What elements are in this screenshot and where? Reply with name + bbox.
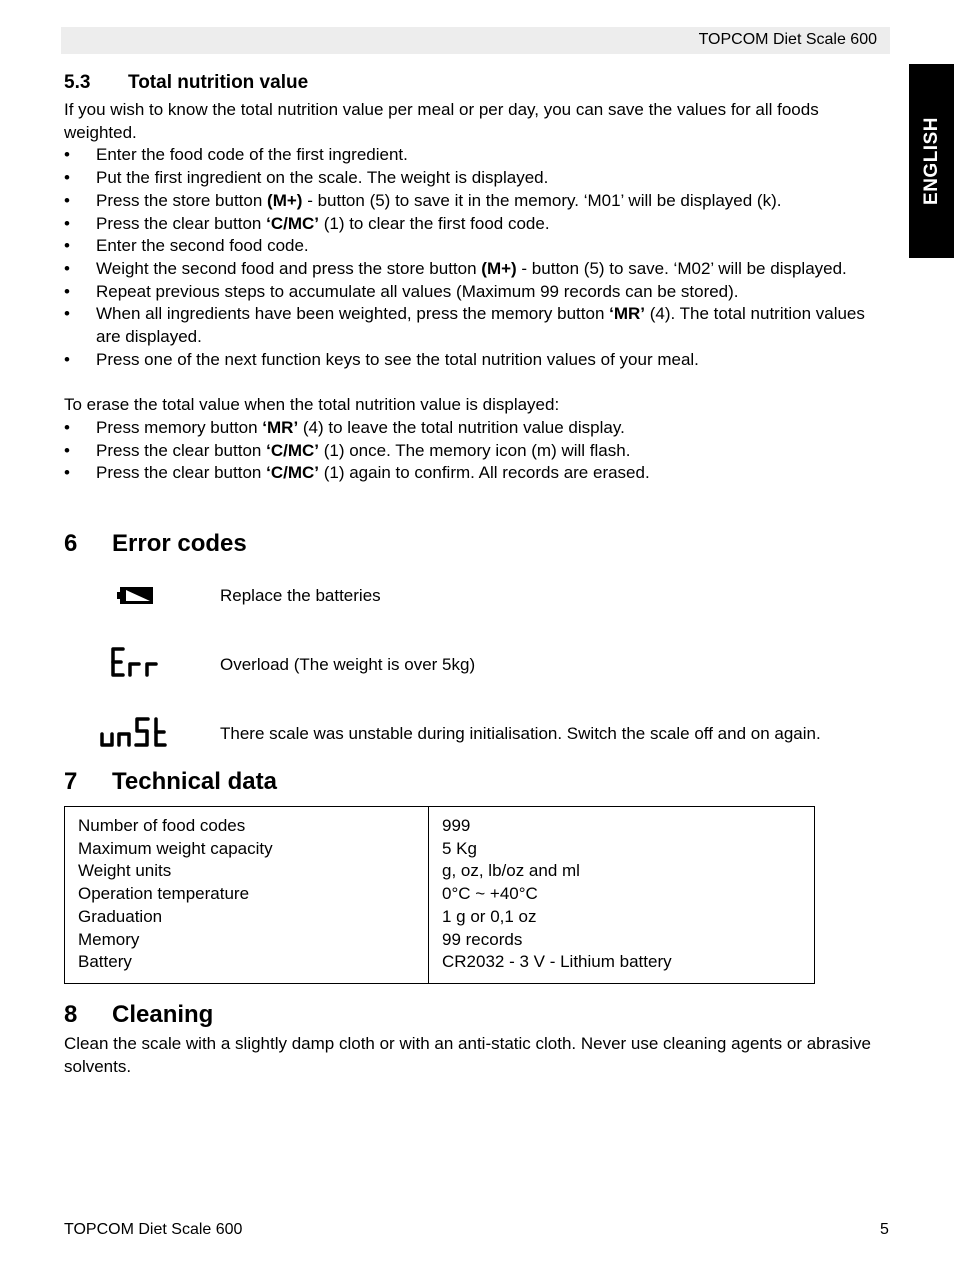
- section-5-3-body: [64, 99, 884, 485]
- battery-low-icon: [117, 585, 155, 607]
- spec-value: 999: [442, 816, 471, 835]
- error-row: [64, 646, 894, 686]
- err-display-icon: [110, 646, 162, 680]
- section-6-heading: [64, 530, 247, 558]
- text-run: - button (5) to save. ‘M02’ will be displayed.: [516, 258, 847, 278]
- list-item: [64, 440, 884, 463]
- text-run: Weight the second food and press the store button: [96, 258, 482, 278]
- spec-label: Weight units: [78, 861, 172, 881]
- text-run: Enter the food code of the first ingredient.: [96, 145, 408, 165]
- list-item: [64, 190, 884, 213]
- error-description: There scale was unstable during initialisation. Switch the scale off and on again.: [220, 724, 821, 743]
- section-number: 5.3: [64, 72, 91, 93]
- spec-value: 5 Kg: [442, 838, 477, 858]
- list-item: [64, 303, 884, 348]
- spec-value: g, oz, lb/oz and ml: [442, 861, 580, 881]
- spec-label: Maximum weight capacity: [78, 838, 273, 858]
- page-number: 5: [880, 1221, 889, 1238]
- bold-text: ‘MR’: [609, 304, 646, 324]
- text-run: Press the clear button: [96, 213, 267, 233]
- section-title: Technical data: [112, 768, 277, 795]
- text-run: (1) again to confirm. All records are erased.: [318, 463, 650, 483]
- section-number: 6: [64, 530, 78, 557]
- spec-label: Operation temperature: [78, 884, 250, 904]
- spacer: [64, 371, 884, 394]
- section-number: 7: [64, 768, 78, 795]
- text-run: When all ingredients have been weighted, press the memory button: [96, 304, 610, 324]
- list-item: [64, 258, 884, 281]
- text-run: Enter the second food code.: [96, 236, 309, 256]
- text-run: (4) to leave the total nutrition value display.: [298, 417, 625, 437]
- bold-text: ‘C/MC’: [266, 440, 319, 460]
- section-5-3-heading: [64, 72, 308, 94]
- error-description: Overload (The weight is over 5kg): [220, 655, 476, 674]
- language-tab: [909, 64, 954, 258]
- text-run: Put the first ingredient on the scale. The weight is displayed.: [96, 168, 549, 188]
- text-run: (4). The total nutrition values are displayed.: [96, 304, 865, 347]
- erase-steps-list: [64, 417, 884, 485]
- error-description: Replace the batteries: [220, 586, 381, 605]
- spec-value: 99 records: [442, 929, 523, 949]
- spec-labels-cell: [65, 807, 429, 984]
- text-run: Press memory button: [96, 417, 263, 437]
- bold-text: ‘MR’: [262, 417, 299, 437]
- text-run: Repeat previous steps to accumulate all values (Maximum 99 records can be stored).: [96, 281, 739, 301]
- text-run: - button (5) to save it in the memory. ‘M01’ will be displayed (k).: [302, 190, 782, 210]
- list-item: [64, 349, 884, 372]
- spec-value: 1 g or 0,1 oz: [442, 906, 537, 926]
- text-run: Press the store button: [96, 190, 268, 210]
- spec-value: 0°C ~ +40°C: [442, 884, 538, 904]
- spec-label: Number of food codes: [78, 816, 246, 835]
- bold-text: ‘C/MC’: [266, 213, 319, 233]
- language-tab-label: ENGLISH: [920, 117, 942, 205]
- table-row: [65, 807, 815, 984]
- intro-paragraph: If you wish to know the total nutrition value per meal or per day, you can save the values for all foods weighted.: [64, 100, 819, 142]
- list-item: [64, 235, 884, 258]
- spec-label: Memory: [78, 929, 140, 949]
- error-row: [64, 715, 894, 755]
- spec-label: Graduation: [78, 906, 163, 926]
- text-run: (1) to clear the first food code.: [318, 213, 550, 233]
- spec-value: CR2032 - 3 V - Lithium battery: [442, 952, 672, 972]
- footer-title: TOPCOM Diet Scale 600: [64, 1221, 243, 1238]
- cleaning-paragraph: Clean the scale with a slightly damp cloth or with an anti-static cloth. Never use cleaning agents or abrasive solvents.: [64, 1034, 871, 1076]
- header-title: TOPCOM Diet Scale 600: [698, 31, 877, 48]
- unst-display-icon: [99, 715, 171, 751]
- bold-text: ‘C/MC’: [266, 463, 319, 483]
- section-7-heading: [64, 768, 277, 796]
- spec-values-cell: [429, 807, 815, 984]
- technical-data-table: [64, 806, 815, 984]
- list-item: [64, 144, 884, 167]
- list-item: [64, 417, 884, 440]
- section-title: Cleaning: [112, 1001, 214, 1028]
- error-row: [64, 582, 894, 622]
- spec-label: Battery: [78, 952, 132, 972]
- section-title: Total nutrition value: [128, 72, 309, 93]
- section-8-heading: [64, 1001, 213, 1029]
- bold-text: (M+): [267, 190, 303, 210]
- section-number: 8: [64, 1001, 78, 1028]
- bold-text: (M+): [481, 258, 517, 278]
- list-item: [64, 281, 884, 304]
- list-item: [64, 167, 884, 190]
- erase-intro-paragraph: To erase the total value when the total nutrition value is displayed:: [64, 395, 560, 415]
- text-run: (1) once. The memory icon (m) will flash.: [318, 440, 631, 460]
- text-run: Press the clear button: [96, 463, 267, 483]
- steps-list: [64, 144, 884, 371]
- section-title: Error codes: [112, 530, 247, 557]
- list-item: [64, 462, 884, 485]
- text-run: Press one of the next function keys to see the total nutrition values of your meal.: [96, 349, 699, 369]
- list-item: [64, 213, 884, 236]
- text-run: Press the clear button: [96, 440, 267, 460]
- page-header: [61, 27, 890, 54]
